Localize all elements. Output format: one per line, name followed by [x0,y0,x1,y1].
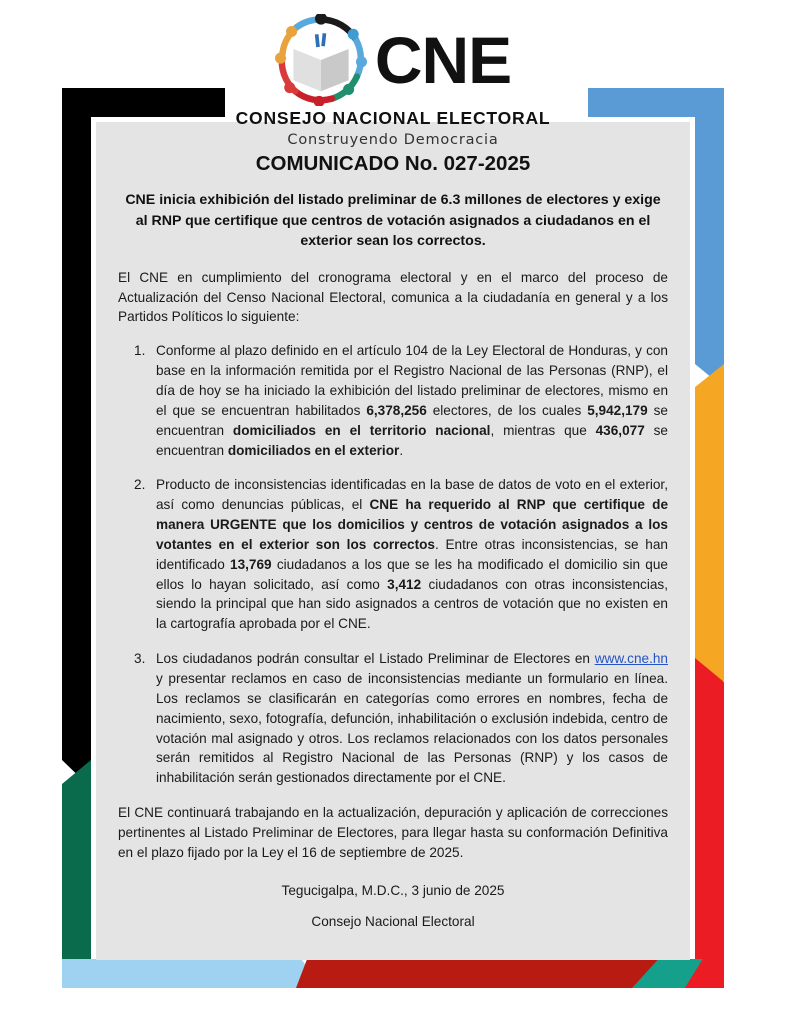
communique-intro-paragraph: El CNE en cumplimiento del cronograma electoral y en el marco del proceso de Actualización del Censo Nacional Electoral, comunica a la ciudadanía en general y a los Partidos Políticos lo siguiente: [118,269,668,325]
item1-stat-exterior: 436,077 [595,422,645,438]
frame-right-red-segment [695,658,724,988]
cne-ballot-box-people-circle-logo-icon [275,14,367,106]
list-item [118,649,668,788]
item1-text-part1: Conforme al plazo definido en el artículo 104 de la Ley Electoral de Honduras, y con base en la información remitida por el Registro Nacional de las Personas (RNP), el día de hoy se ha iniciado la exhibición del listado preliminar de electores, mismo en el que se encuentran habilitados [156,343,668,418]
frame-bottom-dark-red-segment [296,959,666,988]
item1-text-part2: electores, de los cuales [426,402,588,418]
cne-website-link[interactable]: www.cne.hn [594,651,668,667]
item1-stat-national: 5,942,179 [587,402,648,418]
communique-place-date: Tegucigalpa, M.D.C., 3 junio de 2025 [281,882,505,898]
item1-bold-national: domiciliados en el territorio nacional [232,422,491,438]
item1-text-part5: se encuentran [156,422,668,458]
logo-row [275,14,511,106]
item1-text-part4: , mientras que [490,422,596,438]
frame-right-orange-segment [695,364,724,694]
cne-brand-text: CNE [374,22,512,97]
item2-stat-other-inconsistencies: 3,412 [387,576,422,592]
item3-text-part1: Los ciudadanos podrán consultar el Listado Preliminar de Electores en [156,651,595,667]
communique-signature: Consejo Nacional Electoral [311,913,475,929]
communique-body [96,122,690,960]
item1-text-part3: se encuentran [156,402,668,438]
communique-item-list [118,341,668,788]
cne-header [0,14,786,148]
communique-closing-paragraph: El CNE continuará trabajando en la actualización, depuración y aplicación de correcciones pertinentes al Listado Preliminar de Electores, para llegar hasta su conformación Definitiva en el plazo fijado por la Ley el 16 de septiembre de 2025. [118,805,668,860]
item3-text-part2: y presentar reclamos en caso de inconsistencias mediante un formulario en línea. Los reclamos se clasificarán en categorías como errores en nombres, fecha de nacimiento, sexo, fotografía, defunción, inhabilitación o exclusión indebida, centro de votación mal asignado y otros. Los reclamos relacionados con los datos personales serán remitidos al Registro Nacional de las Personas (RNP) y los casos de inhabilitación serán gestionados directamente por el CNE. [156,670,668,786]
frame-bottom-strip [62,959,724,988]
frame-left-green-segment [62,760,91,988]
item2-text-part1: Producto de inconsistencias identificadas en la base de datos de voto en el exterior, así como denuncias públicas, el [156,477,668,513]
item2-text-part3: ciudadanos a los que se les ha modificado el domicilio sin que ellos lo hayan solicitado, así como [156,556,668,592]
item2-text-part4: ciudadanos con otras inconsistencias, siendo la principal que han sido asignados a centros de votación que no existen en la cartografía aprobada por el CNE. [156,576,668,632]
frame-right-strip [695,88,724,988]
item1-bold-exterior: domiciliados en el exterior [227,442,400,458]
frame-left-black-segment [62,88,91,788]
item2-text-part2: . Entre otras inconsistencias, se han identificado [156,536,668,572]
item2-stat-modified-domicile: 13,769 [230,556,272,572]
frame-bottom-light-blue-segment [62,959,322,988]
frame-left-strip [62,88,91,988]
list-item [118,475,668,634]
item2-bold-requirement: CNE ha requerido al RNP que certifique de manera URGENTE que los domicilios y centros de votación asignados a los votantes en el exterior son los correctos [156,497,669,552]
communique-title: COMUNICADO No. 027-2025 [255,152,531,175]
list-item [118,341,668,460]
item1-text-part6: . [399,442,404,458]
communique-subtitle: CNE inicia exhibición del listado preliminar de 6.3 millones de electores y exige al RNP que certifique que centros de votación asignados a ciudadanos en el exterior sean los correctos. [125,192,661,250]
item1-stat-total-electores: 6,378,256 [366,402,427,418]
cne-tagline: Construyendo Democracia [287,132,499,148]
cne-institution-name: CONSEJO NACIONAL ELECTORAL [235,108,551,128]
